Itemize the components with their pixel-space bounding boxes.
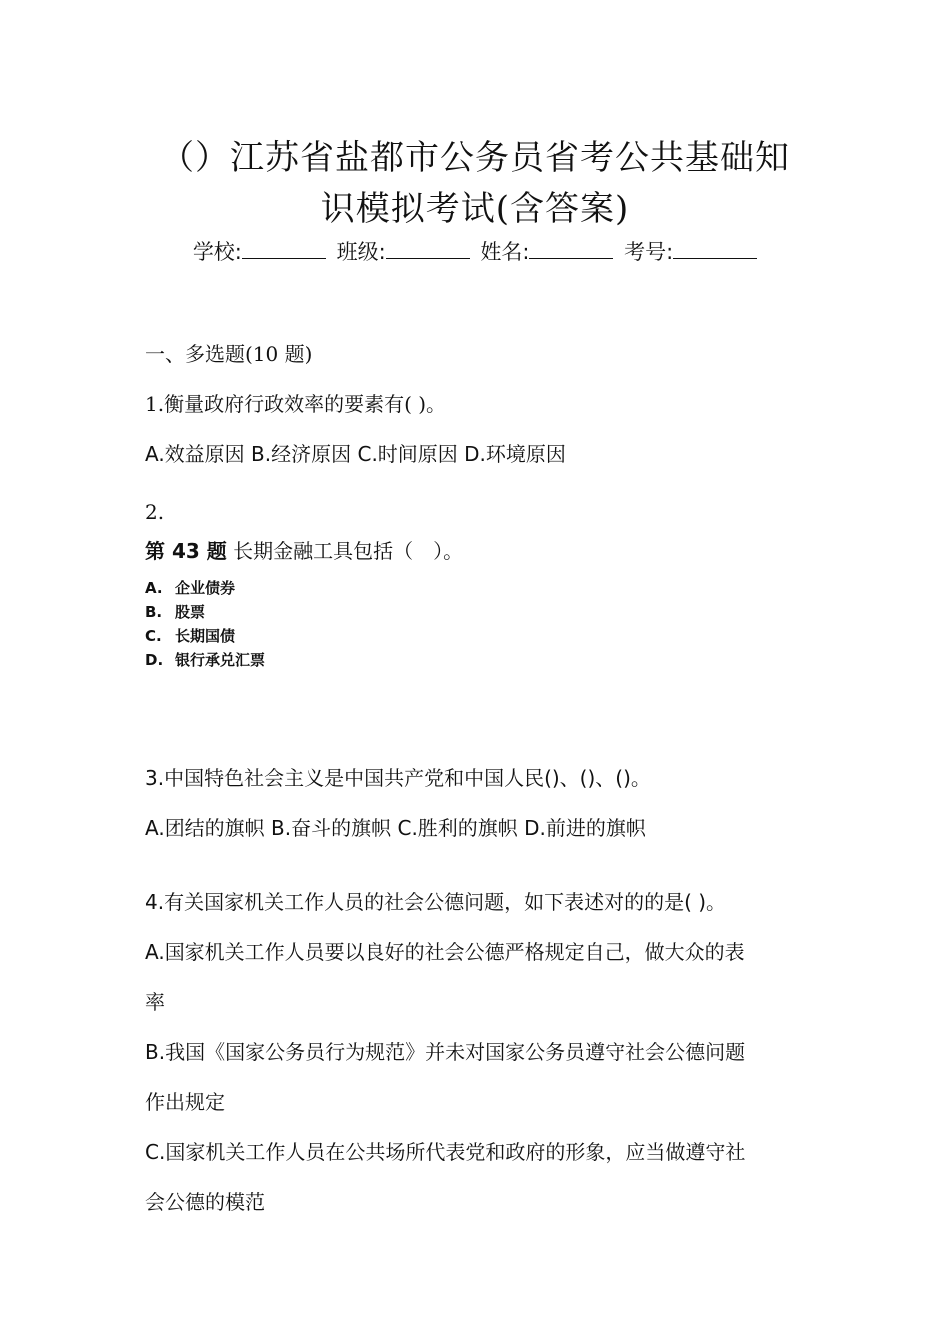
class-field: [337, 236, 470, 266]
exam-number-blank: [673, 240, 757, 259]
school-label: 学校:: [192, 240, 242, 264]
question-2-number: 2.: [145, 500, 165, 524]
option-text: 企业债券: [175, 579, 236, 597]
question-4-option-b-line-2: 作出规定: [145, 1090, 225, 1114]
exam-number-field: [624, 236, 757, 266]
school-blank: [242, 240, 326, 259]
question-3-options: A.团结的旗帜 B.奋斗的旗帜 C.胜利的旗帜 D.前进的旗帜: [145, 816, 646, 840]
name-blank: [529, 240, 613, 259]
option-text: 银行承兑汇票: [175, 651, 266, 669]
question-4-option-a-line-2: 率: [145, 990, 165, 1014]
name-label: 姓名:: [480, 240, 530, 264]
option-letter: B.: [145, 603, 163, 621]
question-1-stem: 1.衡量政府行政效率的要素有( )。: [145, 392, 447, 416]
question-2-option-b: [145, 601, 205, 622]
document-title-line-1: （）江苏省盐都市公务员省考公共基础知: [160, 138, 790, 178]
question-4-option-b-line-1: B.我国《国家公务员行为规范》并未对国家公务员遵守社会公德问题: [145, 1040, 746, 1064]
question-4-option-c-line-1: C.国家机关工作人员在公共场所代表党和政府的形象，应当做遵守社: [145, 1140, 746, 1164]
question-2-option-d: [145, 649, 265, 670]
question-2-title-prefix: 第 43 题: [145, 539, 227, 563]
school-field: [193, 236, 326, 266]
question-2-option-a: [145, 577, 235, 598]
document-title-line-2: 识模拟考试(含答案): [320, 189, 630, 229]
question-4-option-a-line-1: A.国家机关工作人员要以良好的社会公德严格规定自己，做大众的表: [145, 940, 745, 964]
name-field: [480, 236, 613, 266]
option-letter: A.: [145, 579, 163, 597]
question-4-stem: 4.有关国家机关工作人员的社会公德问题，如下表述对的的是( )。: [145, 890, 727, 914]
question-2-option-c: [145, 625, 235, 646]
exam-number-label: 考号:: [624, 240, 674, 264]
question-1-options: A.效益原因 B.经济原因 C.时间原因 D.环境原因: [145, 442, 566, 466]
class-blank: [386, 240, 470, 259]
section-heading: 一、多选题(10 题): [145, 342, 313, 366]
option-text: 长期国债: [175, 627, 236, 645]
question-3-stem: 3.中国特色社会主义是中国共产党和中国人民()、()、()。: [145, 766, 651, 790]
option-letter: D.: [145, 651, 164, 669]
question-4-option-c-line-2: 会公德的模范: [145, 1190, 265, 1214]
question-2-title: [145, 535, 463, 564]
class-label: 班级:: [336, 240, 386, 264]
student-info-fields: [0, 236, 950, 266]
question-2-title-text: 长期金融工具包括（ ）。: [226, 539, 464, 563]
option-text: 股票: [175, 603, 206, 621]
option-letter: C.: [145, 627, 162, 645]
